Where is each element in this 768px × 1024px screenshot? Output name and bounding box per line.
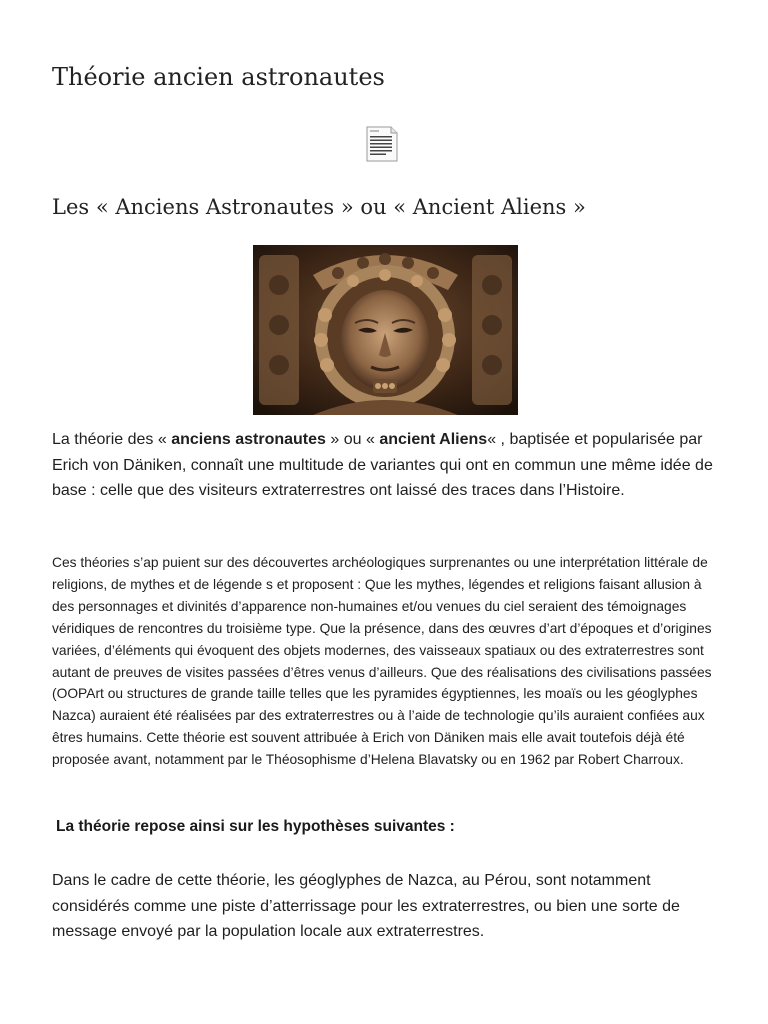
term-ancient-aliens: ancient Aliens	[379, 431, 488, 448]
astronaut-carving-image	[253, 245, 518, 415]
section-heading: Les « Anciens Astronautes » ou « Ancient Aliens »	[52, 195, 586, 219]
term-anciens-astronautes: anciens astronautes	[171, 431, 326, 448]
details-paragraph: Ces théories s’ap puient sur des découvertes archéologiques surprenantes ou une interprétation littérale de religions, de mythes et de légende s et proposent : Que les mythes, légendes et religions faisant allusion à des personnages et divinités d’apparence non-humaines et/ou venues du ciel seraient des témoignages véridiques de rencontres du troisième type. Que la présence, dans des œuvres d’art d’époques et d’origines variées, d’éléments qui évoquent des objets modernes, des vaisseaux spatiaux ou des extraterrestres sont autant de preuves de visites passées d’êtres venus d’ailleurs. Que des réalisations des civilisations passées (OOPArt ou structures de grande taille telles que les pyramides égyptiennes, les moaïs ou les géoglyphes Nazca) auraient été réalisées par des extraterrestres ou à l’aide de technologie qu’ils auraient confiées aux êtres humains. Cette théorie est souvent attribuée à Erich von Däniken mais elle avait toutefois déjà été proposée avant, notamment par le Théosophisme d’Helena Blavatsky ou en 1962 par Robert Charroux.	[52, 555, 712, 768]
hypotheses-heading: La théorie repose ainsi sur les hypothèses suivantes :	[56, 818, 455, 835]
nazca-paragraph: Dans le cadre de cette théorie, les géoglyphes de Nazca, au Pérou, sont notamment considérés comme une piste d’atterrissage pour les extraterrestres, ou bien une sorte de message envoyé par la population locale aux extraterrestres.	[52, 872, 680, 940]
page-title: Théorie ancien astronautes	[52, 63, 385, 91]
document-icon[interactable]	[365, 126, 399, 162]
intro-paragraph: La théorie des « anciens astronautes » ou « ancient Aliens« , baptisée et popularisée par Erich von Däniken, connaît une multitude de variantes qui ont en commun une même idée de base : celle que des visiteurs extraterrestres ont laissé des traces dans l’Histoire.	[52, 431, 713, 499]
